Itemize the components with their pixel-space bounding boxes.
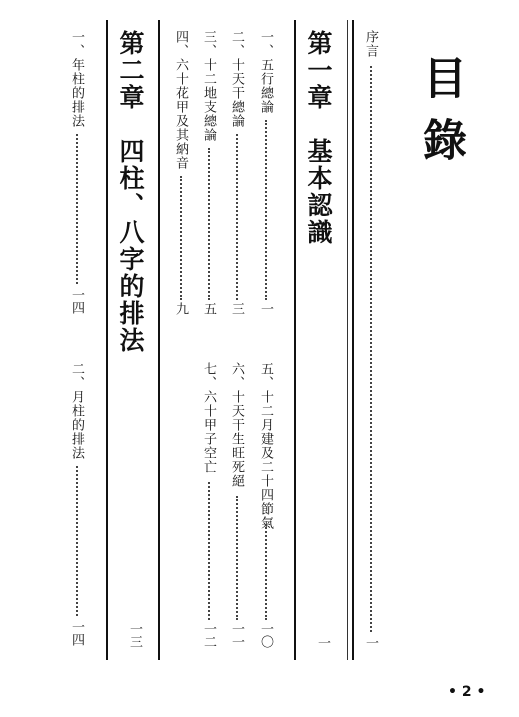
ch1-item-7-page: 一二 — [201, 622, 216, 648]
ch1-item-1-leader — [265, 120, 267, 300]
border-line — [347, 20, 348, 660]
ch2-item-1-leader — [76, 134, 78, 284]
chapter2-page: 一三 — [127, 622, 142, 648]
ch1-item-7: 七、六十甲子空亡 — [201, 362, 216, 474]
ch1-item-1: 一、五行總論 — [258, 30, 273, 114]
ch2-item-2: 二、月柱的排法 — [69, 362, 84, 460]
ch2-item-2-page: 一四 — [69, 620, 84, 646]
ch1-item-6-leader — [236, 496, 238, 620]
ch2-item-1: 一、年柱的排法 — [69, 30, 84, 128]
ch1-item-5: 五、十二月建及二十四節氣 — [258, 362, 273, 530]
preface-label: 序言 — [363, 30, 378, 58]
chapter1-title: 第一章 基本認識 — [304, 30, 333, 246]
ch1-item-4-page: 九 — [173, 302, 188, 315]
ch1-item-1-page: 一 — [258, 302, 273, 315]
ch1-item-2: 二、十天干總論 — [229, 30, 244, 128]
preface-page: 一 — [363, 636, 378, 649]
ch1-item-3-page: 五 — [201, 302, 216, 315]
ch1-item-5-leader — [265, 524, 267, 620]
ch1-item-7-leader — [208, 482, 210, 620]
ch1-item-2-leader — [236, 134, 238, 300]
ch1-item-3-leader — [208, 148, 210, 300]
border-line — [352, 20, 354, 660]
ch2-item-1-page: 一四 — [69, 288, 84, 314]
ch1-item-4: 四、六十花甲及其納音 — [173, 30, 188, 170]
page-title: 目錄 — [415, 55, 466, 179]
chapter1-page: 一 — [315, 636, 330, 649]
chapter2-divider — [158, 20, 160, 660]
chapter2-title: 第二章 四柱、八字的排法 — [116, 30, 145, 354]
chapter2-inner-line — [106, 20, 108, 660]
page-number: • 2 • — [448, 684, 486, 700]
ch1-item-5-page: 一〇 — [258, 622, 273, 648]
chapter1-divider — [294, 20, 296, 660]
preface-leader — [370, 66, 372, 632]
ch1-item-3: 三、十二地支總論 — [201, 30, 216, 142]
ch1-item-6: 六、十天干生旺死絕 — [229, 362, 244, 488]
ch1-item-4-leader — [180, 176, 182, 300]
ch2-item-2-leader — [76, 466, 78, 616]
ch1-item-2-page: 三 — [229, 302, 244, 315]
ch1-item-6-page: 一一 — [229, 622, 244, 648]
